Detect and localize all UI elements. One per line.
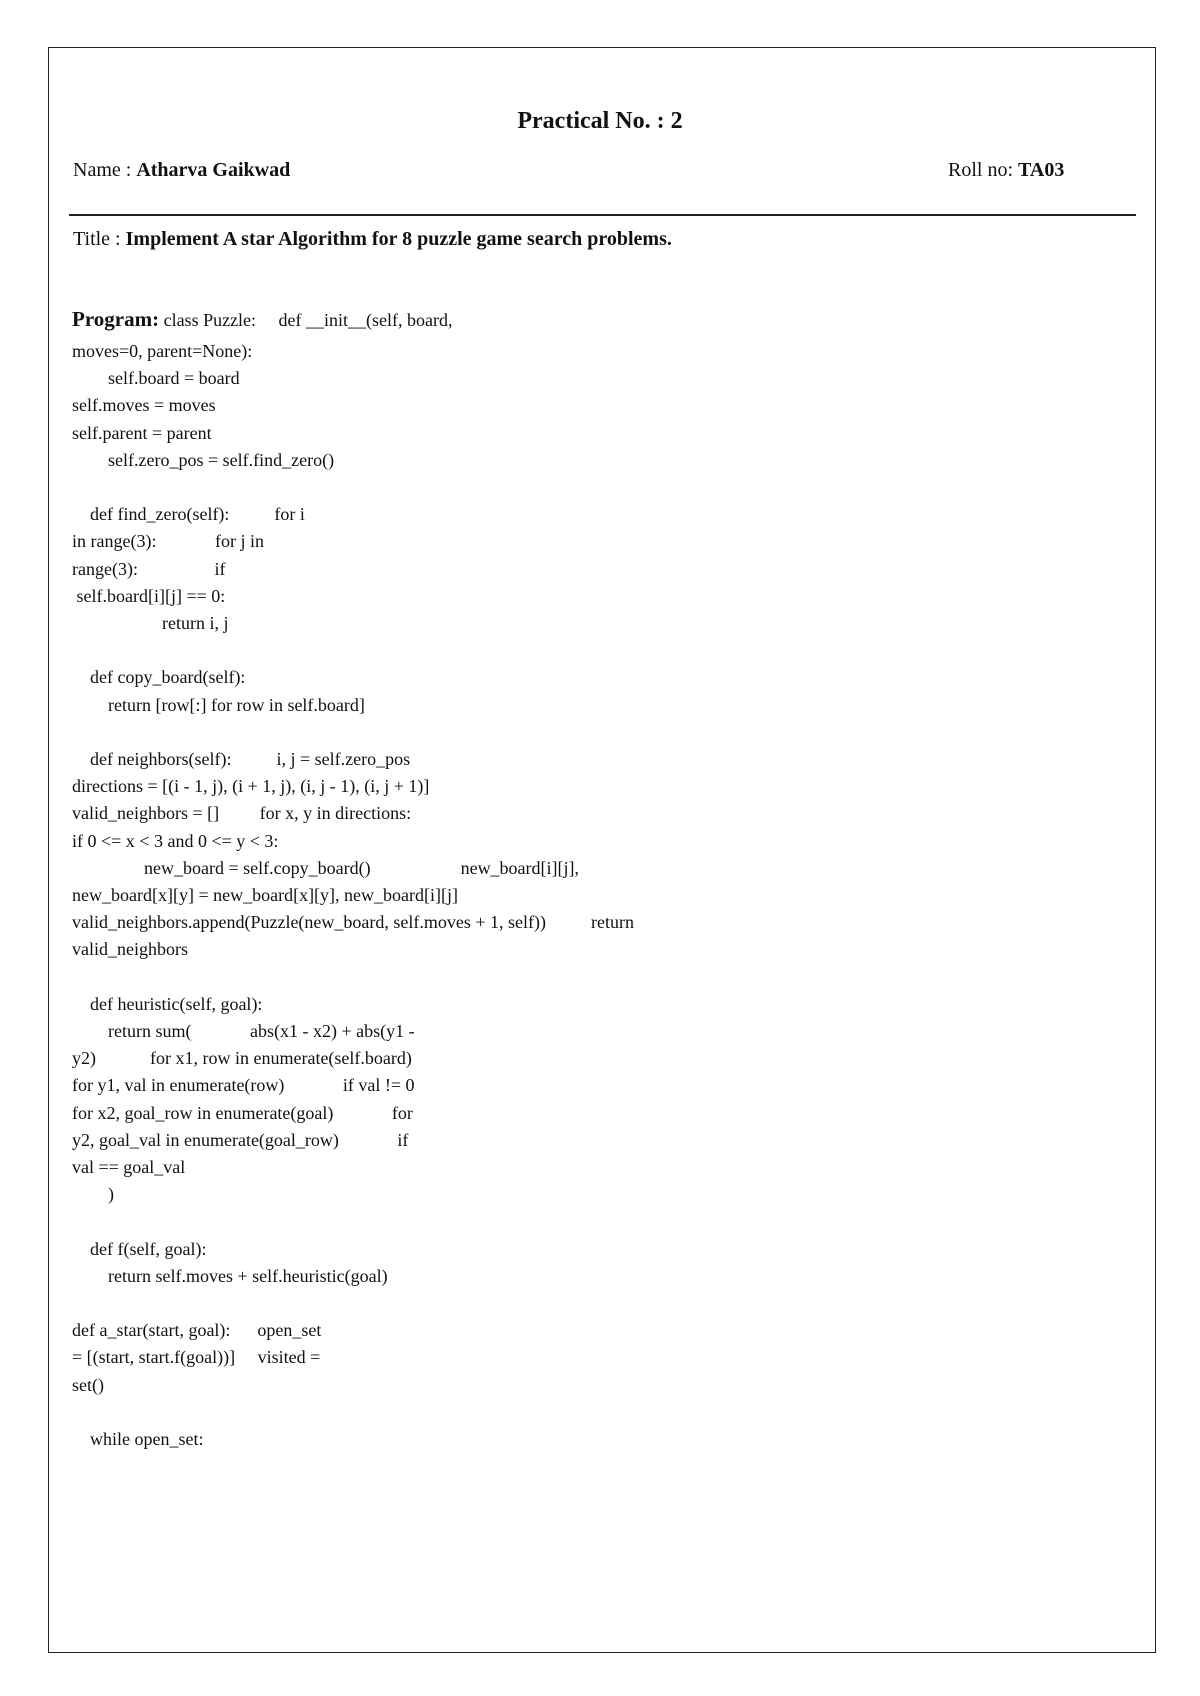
page-title: Practical No. : 2 <box>517 108 683 134</box>
code-line: def find_zero(self): for i <box>72 504 305 524</box>
roll-value: TA03 <box>1018 159 1065 181</box>
student-name <box>73 159 290 182</box>
code-line: return self.moves + self.heuristic(goal) <box>72 1266 388 1286</box>
code-line: if 0 <= x < 3 and 0 <= y < 3: <box>72 831 279 851</box>
code-line: class Puzzle: def __init__(self, board, <box>159 310 453 330</box>
code-line: valid_neighbors.append(Puzzle(new_board, self.moves + 1, self)) return <box>72 912 634 932</box>
code-line: return [row[:] for row in self.board] <box>72 695 365 715</box>
code-line: return i, j <box>72 613 229 633</box>
code-line: ) <box>72 1184 114 1204</box>
code-line: self.board[i][j] == 0: <box>72 586 226 606</box>
title-label: Title : <box>73 228 126 250</box>
header-divider <box>69 214 1136 216</box>
code-line: self.parent = parent <box>72 423 212 443</box>
program-heading-line <box>72 308 453 331</box>
code-line: def f(self, goal): <box>72 1239 207 1259</box>
code-line: def heuristic(self, goal): <box>72 994 263 1014</box>
code-line: valid_neighbors <box>72 939 188 959</box>
code-line: y2) for x1, row in enumerate(self.board) <box>72 1048 412 1068</box>
code-line: = [(start, start.f(goal))] visited = <box>72 1347 321 1367</box>
code-line: in range(3): for j in <box>72 531 264 551</box>
code-line: val == goal_val <box>72 1157 186 1177</box>
code-line: def neighbors(self): i, j = self.zero_pos <box>72 749 411 769</box>
code-line: def a_star(start, goal): open_set <box>72 1320 322 1340</box>
practical-title <box>73 228 672 251</box>
code-line: set() <box>72 1375 104 1395</box>
code-line: y2, goal_val in enumerate(goal_row) if <box>72 1130 409 1150</box>
title-value: Implement A star Algorithm for 8 puzzle game search problems. <box>125 228 672 250</box>
code-line: def copy_board(self): <box>72 667 246 687</box>
code-line: for x2, goal_row in enumerate(goal) for <box>72 1103 413 1123</box>
code-line: while open_set: <box>72 1429 204 1449</box>
roll-label: Roll no: <box>948 159 1019 181</box>
code-line: valid_neighbors = [] for x, y in directions: <box>72 803 412 823</box>
code-line: range(3): if <box>72 559 226 579</box>
code-line: moves=0, parent=None): <box>72 341 253 361</box>
name-value: Atharva Gaikwad <box>136 159 291 181</box>
program-label: Program: <box>72 307 160 331</box>
code-line: for y1, val in enumerate(row) if val != 0 <box>72 1075 415 1095</box>
code-line: directions = [(i - 1, j), (i + 1, j), (i, j - 1), (i, j + 1)] <box>72 776 430 796</box>
code-line: return sum( abs(x1 - x2) + abs(y1 - <box>72 1021 415 1041</box>
code-line: new_board = self.copy_board() new_board[i][j], <box>72 858 580 878</box>
code-line: new_board[x][y] = new_board[x][y], new_board[i][j] <box>72 885 458 905</box>
code-line: self.zero_pos = self.find_zero() <box>72 450 335 470</box>
roll-number <box>948 159 1064 182</box>
code-line: self.board = board <box>72 368 240 388</box>
name-label: Name : <box>73 159 137 181</box>
code-line: self.moves = moves <box>72 395 216 415</box>
